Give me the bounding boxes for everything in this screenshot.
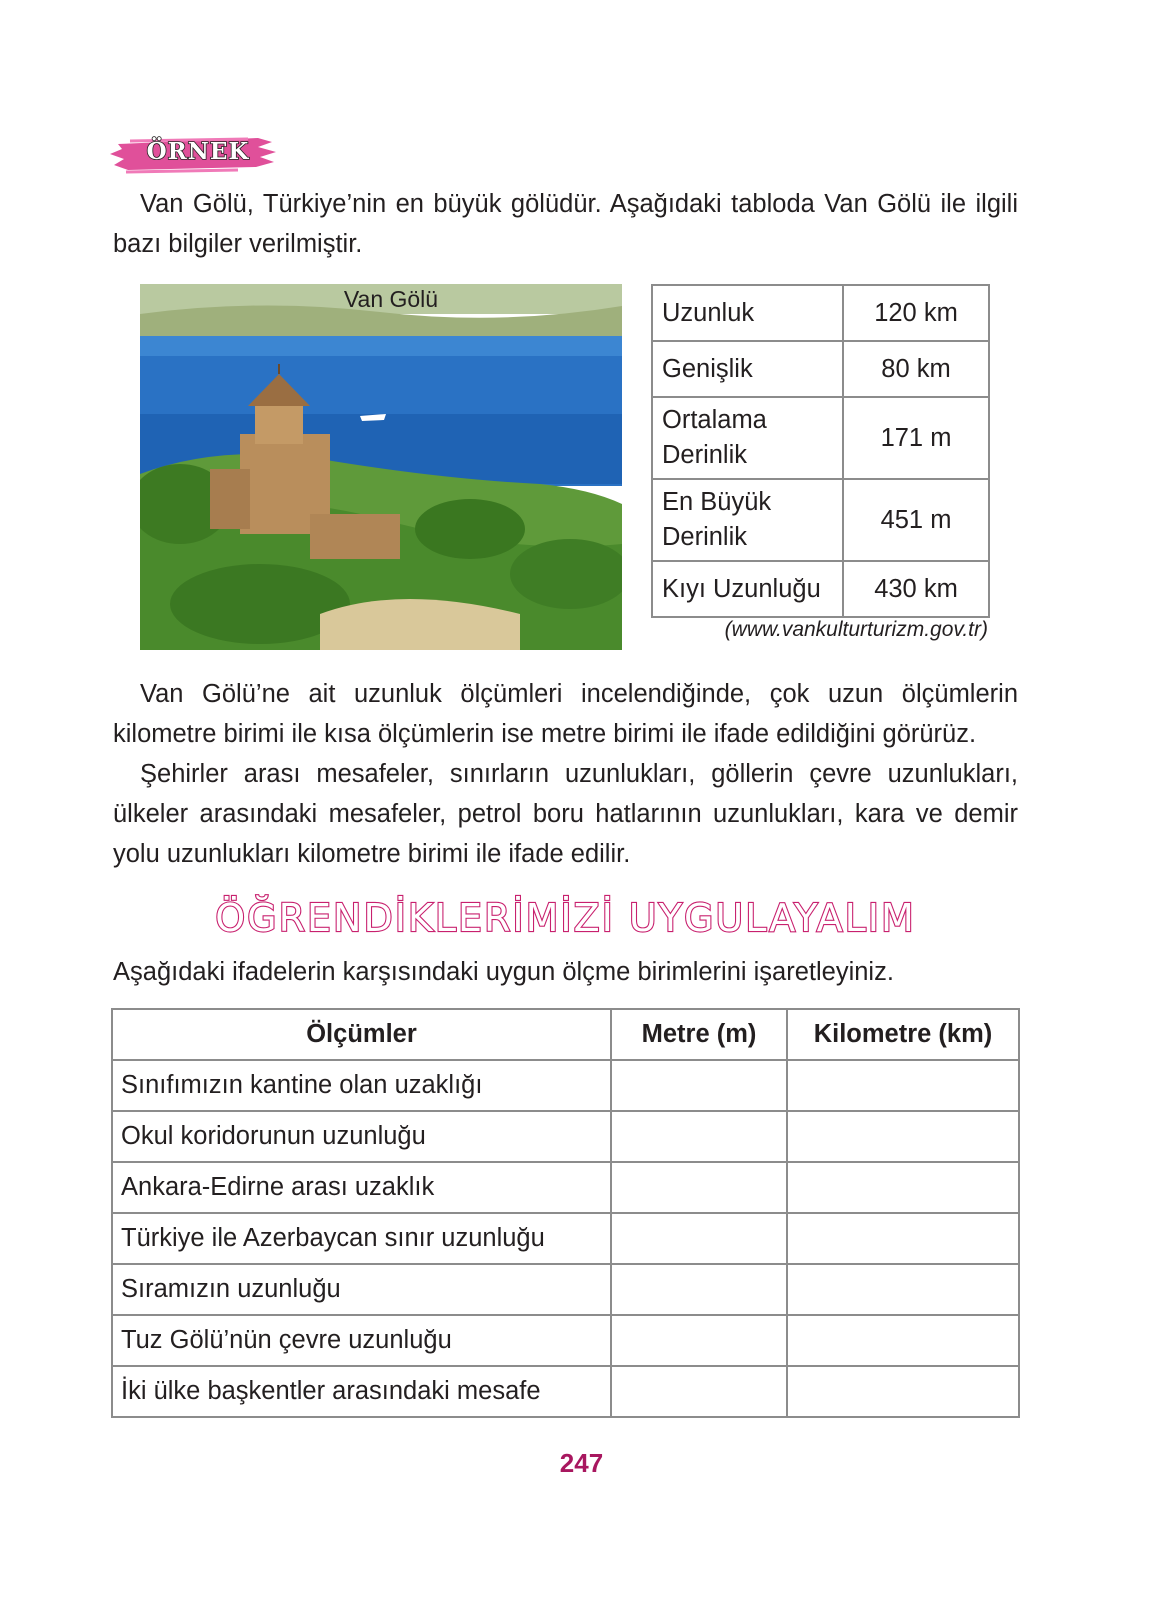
table-row — [652, 479, 989, 561]
table-row — [112, 1315, 1019, 1366]
meter-cell[interactable] — [611, 1213, 787, 1264]
meter-cell[interactable] — [611, 1162, 787, 1213]
kilometer-cell[interactable] — [787, 1162, 1019, 1213]
example-badge — [108, 132, 280, 176]
table-row — [112, 1366, 1019, 1417]
kilometer-cell[interactable] — [787, 1366, 1019, 1417]
info-label: Genişlik — [652, 341, 843, 397]
instruction-text: Aşağıdaki ifadelerin karşısındaki uygun ölçme birimlerini işaretleyiniz. — [113, 958, 894, 986]
table-row — [112, 1060, 1019, 1111]
kilometer-cell[interactable] — [787, 1060, 1019, 1111]
measurement-label: Sınıfımızın kantine olan uzaklığı — [112, 1060, 611, 1111]
measurement-task-table — [111, 1008, 1020, 1418]
header-meter: Metre (m) — [611, 1009, 787, 1060]
info-label: Kıyı Uzunluğu — [652, 561, 843, 617]
info-label: Uzunluk — [652, 285, 843, 341]
example-badge-label: ÖRNEK — [146, 138, 250, 165]
table-row — [652, 397, 989, 479]
table-header-row — [112, 1009, 1019, 1060]
kilometer-cell[interactable] — [787, 1213, 1019, 1264]
info-value: 430 km — [843, 561, 989, 617]
table-row — [652, 341, 989, 397]
info-value: 451 m — [843, 479, 989, 561]
measurement-label: İki ülke başkentler arasındaki mesafe — [112, 1366, 611, 1417]
lake-info-table — [651, 284, 990, 618]
table-row — [112, 1111, 1019, 1162]
lake-landscape-illustration — [140, 284, 622, 650]
info-label: En Büyük Derinlik — [652, 479, 843, 561]
measurement-label: Ankara-Edirne arası uzaklık — [112, 1162, 611, 1213]
header-kilometer: Kilometre (km) — [787, 1009, 1019, 1060]
photo-caption: Van Gölü — [343, 286, 439, 312]
table-row — [652, 285, 989, 341]
table-row — [652, 561, 989, 617]
info-value: 80 km — [843, 341, 989, 397]
kilometer-cell[interactable] — [787, 1264, 1019, 1315]
info-label: Ortalama Derinlik — [652, 397, 843, 479]
measurement-label: Tuz Gölü’nün çevre uzunluğu — [112, 1315, 611, 1366]
section-heading: ÖĞRENDİKLERİMİZİ UYGULAYALIM — [215, 896, 916, 940]
meter-cell[interactable] — [611, 1111, 787, 1162]
meter-cell[interactable] — [611, 1060, 787, 1111]
meter-cell[interactable] — [611, 1366, 787, 1417]
table-row — [112, 1213, 1019, 1264]
van-lake-photo — [140, 284, 622, 650]
source-citation: (www.vankulturturizm.gov.tr) — [724, 618, 988, 641]
kilometer-cell[interactable] — [787, 1111, 1019, 1162]
measurement-label: Türkiye ile Azerbaycan sınır uzunluğu — [112, 1213, 611, 1264]
uses-paragraph: Şehirler arası mesafeler, sınırların uzunlukları, göllerin çevre uzunlukları, ülkeler arasındaki mesafeler, petrol boru hatlarının uzunlukları, kara ve demir yolu uzunlukları kilometre birimi ile ifade edilir. — [113, 760, 1018, 868]
header-measurements: Ölçümler — [112, 1009, 611, 1060]
measurement-label: Sıramızın uzunluğu — [112, 1264, 611, 1315]
meter-cell[interactable] — [611, 1264, 787, 1315]
info-value: 120 km — [843, 285, 989, 341]
units-paragraph: Van Gölü’ne ait uzunluk ölçümleri incelendiğinde, çok uzun ölçümlerin kilometre birimi ile kısa ölçümlerin ise metre birimi ile ifade edildiğini görürüz. — [113, 680, 1018, 748]
info-value: 171 m — [843, 397, 989, 479]
measurement-label: Okul koridorunun uzunluğu — [112, 1111, 611, 1162]
table-row — [112, 1162, 1019, 1213]
kilometer-cell[interactable] — [787, 1315, 1019, 1366]
intro-paragraph: Van Gölü, Türkiye’nin en büyük gölüdür. Aşağıdaki tabloda Van Gölü ile ilgili bazı bilgiler verilmiştir. — [113, 190, 1018, 258]
table-row — [112, 1264, 1019, 1315]
meter-cell[interactable] — [611, 1315, 787, 1366]
page-number: 247 — [559, 1448, 604, 1478]
